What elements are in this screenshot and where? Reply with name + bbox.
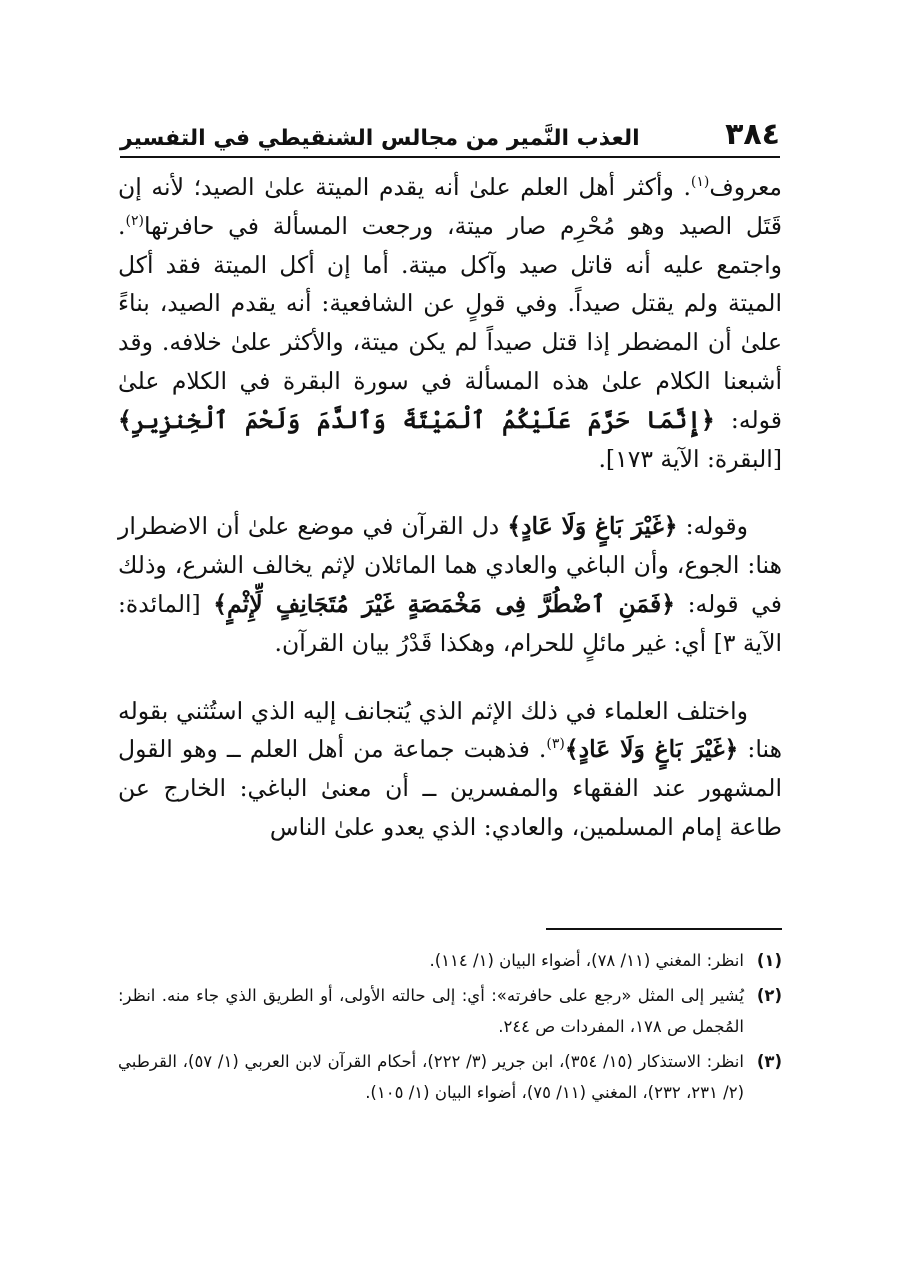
footnote-2-number: (٢) [756,986,782,1005]
paragraph-2 [118,507,782,662]
footnote-3 [118,1046,782,1108]
page-header [120,108,780,158]
quran-verse-ghayra-bagh: ﴿غَيْرَ بَاغٍ وَلَا عَادٍ﴾ [507,512,678,541]
paragraph-2-text-start: وقوله: [677,512,748,541]
paragraph-3 [118,692,782,847]
footnote-3-number: (٣) [756,1052,782,1071]
quran-verse-baqarah: ﴿إِنَّمَا حَرَّمَ عَلَيْكُمُ ٱلْمَيْتَةَ وَٱلدَّمَ وَلَحْمَ ٱلْخِنزِيرِ﴾ [118,405,715,434]
quran-verse-ghayra-bagh-2: ﴿غَيْرَ بَاغٍ وَلَا عَادٍ﴾ [564,735,739,764]
paragraph-3-text-end: . فذهبت جماعة من أهل العلم ــ وهو القول المشهور عند الفقهاء والمفسرين ــ أن معنىٰ الباغي: الخارج عن طاعة إمام المسلمين، والعادي: الذي يعدو علىٰ الناس [118,735,782,841]
paragraph-2-text-end: [المائدة: الآية ٣] أي: غير مائلٍ للحرام، وهكذا قَدْرُ بيان القرآن. [118,589,782,657]
paragraph-1 [118,168,782,478]
paragraph-3-text-start: واختلف العلماء في ذلك الإثم الذي يُتجانف إليه الذي استُثني بقوله هنا: [118,696,782,764]
paragraph-1-citation: [البقرة: الآية ١٧٣]. [598,444,782,473]
footnote-1 [118,945,782,976]
footnotes [118,945,782,1112]
paragraph-1-text-continued: . واجتمع عليه أنه قاتل صيد وآكل ميتة. أما إن أكل الميتة فقد أكل الميتة ولم يقتل صيداً. وفي قولٍ عن الشافعية: أنه يقدم الصيد، بناءً علىٰ أن المضطر إذا قتل صيداً لم يكن ميتة، والأكثر علىٰ خلافه. وقد أشبعنا الكلام علىٰ هذه المسألة في سورة البقرة في الكلام علىٰ قوله: [118,211,782,434]
footnote-divider [546,928,782,930]
paragraph-2-text-middle: دل القرآن في موضع علىٰ أن الاضطرار هنا: الجوع، وأن الباغي والعادي هما المائلان لإثم يخالف الشرع، وذلك في قوله: [118,512,782,618]
main-text [118,168,782,876]
footnote-ref-3: (٣) [546,736,565,753]
footnote-2-text: يُشير إلى المثل «رجع على حافرته»: أي: إلى حالته الأولى، أو الطريق الذي جاء منه. انظر: المُجمل ص ١٧٨، المفردات ص ٢٤٤. [118,986,744,1036]
paragraph-1-text-middle: . وأكثر أهل العلم علىٰ أنه يقدم الميتة علىٰ الصيد؛ لأنه إن قَتَل الصيد وهو مُحْرِم صار ميتة، ورجعت المسألة في حافرتها [118,173,782,240]
footnote-ref-2: (٢) [125,212,144,229]
running-title: العذب النَّمير من مجالس الشنقيطي في التفسير [120,126,640,151]
footnote-3-text: انظر: الاستذكار (١٥/ ٣٥٤)، ابن جرير (٣/ ٢٢٢)، أحكام القرآن لابن العربي (١/ ٥٧)، القرطبي (٢/ ٢٣١، ٢٣٢)، المغني (١١/ ٧٥)، أضواء البيان (١/ ١٠٥). [118,1052,744,1102]
footnote-1-text: انظر: المغني (١١/ ٧٨)، أضواء البيان (١/ ١١٤). [429,951,744,970]
paragraph-1-text-start: معروف [709,173,782,201]
footnote-1-number: (١) [756,951,782,970]
footnote-2 [118,980,782,1042]
page-number: ٣٨٤ [725,117,780,152]
footnote-ref-1: (١) [690,174,710,191]
quran-verse-maidah: ﴿فَمَنِ ٱضْطُرَّ فِى مَخْمَصَةٍ غَيْرَ مُتَجَانِفٍ لِّإِثْمٍ﴾ [213,589,676,618]
